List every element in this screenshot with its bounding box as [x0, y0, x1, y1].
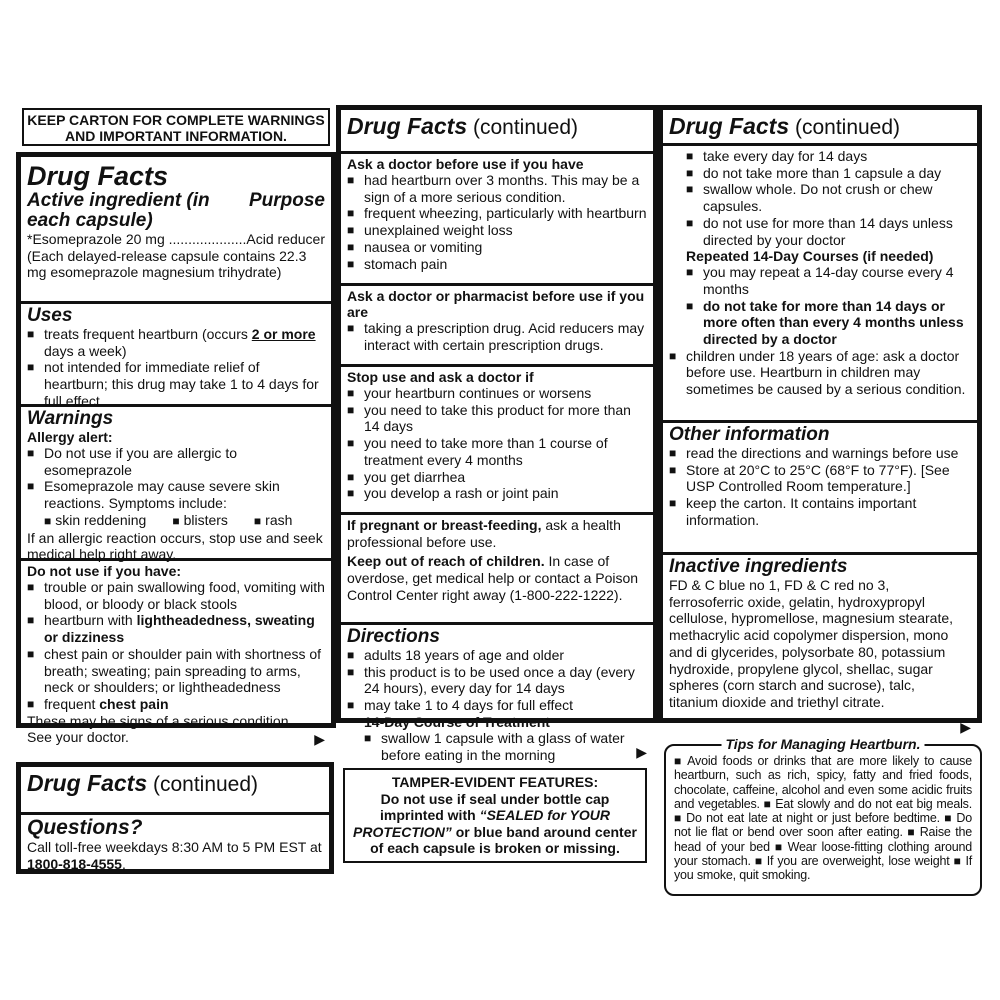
do-not-use-section	[21, 561, 331, 752]
panel-4-title: Drug Facts (continued)	[21, 767, 329, 815]
directions-item: ■ do not take more than 1 capsule a day	[686, 165, 971, 182]
questions-text: Call toll-free weekdays 8:30 AM to 5 PM EST at	[27, 839, 322, 855]
inactive-ingredients-heading: Inactive ingredients	[669, 556, 848, 577]
drug-facts-panel-3	[658, 105, 982, 735]
other-info-item: ■ read the directions and warnings before use	[669, 445, 971, 462]
ask-pharmacist-section	[341, 286, 653, 367]
ask-doctor-heading: Ask a doctor before use if you have	[347, 156, 584, 172]
stop-use-heading: Stop use and ask a doctor if	[347, 369, 534, 385]
keep-carton-line1: KEEP CARTON FOR COMPLETE WARNINGS	[27, 112, 325, 128]
repeated-item: ■ do not take for more than 14 days or more often than every 4 months unless directed by a doctor	[686, 298, 971, 348]
do-not-use-item: ■ heartburn with lightheadedness, sweating or dizziness	[27, 612, 325, 645]
directions-item: ■ take every day for 14 days	[686, 148, 971, 165]
uses-item: ■ not intended for immediate relief of heartburn; this drug may take 1 to 4 days for full effect	[27, 359, 325, 409]
tamper-text: Do not use if seal under bottle cap imprinted with “SEALED for YOUR PROTECTION” or blue band around center of each capsule is broken or missing.	[353, 790, 637, 856]
continue-arrow-icon: ▶	[636, 744, 647, 760]
ingredient-purpose: Acid reducer	[246, 231, 325, 247]
panel-2-title: Drug Facts (continued)	[341, 110, 653, 154]
course-item: ■ swallow 1 capsule with a glass of water before eating in the morning	[364, 730, 647, 763]
active-ingredient-section	[21, 157, 331, 304]
ask-doctor-item: ■ had heartburn over 3 months. This may be a sign of a more serious condition.	[347, 172, 647, 205]
ingredient-note: (Each delayed-release capsule contains 22.3 mg esomeprazole magnesium trihydrate)	[27, 247, 307, 281]
tips-heading: Tips for Managing Heartburn.	[722, 736, 925, 752]
allergy-item: ■ Do not use if you are allergic to esomeprazole	[27, 445, 325, 478]
pregnancy-text: If pregnant or breast-feeding, ask a health professional before use.	[347, 517, 621, 550]
drug-facts-panel-1	[16, 152, 336, 747]
warnings-section	[21, 407, 331, 561]
panel-3-title: Drug Facts (continued)	[669, 113, 901, 139]
continue-arrow-icon: ▶	[314, 731, 325, 747]
repeated-item: ■ you may repeat a 14-day course every 4 months	[686, 264, 971, 297]
keep-out-of-reach-text: Keep out of reach of children. In case of overdose, get medical help or contact a Poison Control Center right away (1-800-222-1222).	[347, 553, 639, 603]
drug-facts-panel-4	[16, 762, 334, 874]
ask-doctor-item: ■ stomach pain	[347, 256, 647, 273]
directions-item: ■ do not use for more than 14 days unless directed by your doctor	[686, 215, 971, 248]
allergy-item: ■ Esomeprazole may cause severe skin reactions. Symptoms include:	[27, 478, 325, 511]
uses-item: ■ treats frequent heartburn (occurs 2 or more days a week)	[27, 326, 325, 359]
directions-continued-section	[663, 143, 977, 423]
directions-item: ■ swallow whole. Do not crush or chew capsules.	[686, 181, 971, 214]
other-information-heading: Other information	[669, 424, 830, 445]
ask-pharmacist-item: ■ taking a prescription drug. Acid reducers may interact with certain prescription drugs.	[347, 320, 647, 353]
keep-carton-line2: AND IMPORTANT INFORMATION.	[65, 128, 287, 144]
tips-text: ■ Avoid foods or drinks that are more likely to cause heartburn, such as rich, spicy, fatty and fried foods, chocolate, caffeine, alcohol and even some acidic fruits and vegetables. ■ Eat slowly and do not eat big meals. ■ Do not eat late at night or just before bedtime. ■ Do not lie flat or bend over soon after eating. ■ Raise the head of your bed ■ Wear loose-fitting clothing around your stomach. ■ If you are overweight, lose weight ■ If you smoke, quit smoking.	[674, 754, 973, 883]
ingredient-name: *Esomeprazole 20 mg ....................	[27, 231, 247, 247]
pregnancy-section	[341, 515, 653, 625]
do-not-use-item: ■ frequent chest pain	[27, 696, 325, 713]
do-not-use-item: ■ chest pain or shoulder pain with shortness of breath; sweating; pain spreading to arms, neck or shoulders; or lightheadedness	[27, 646, 325, 696]
allergy-note: If an allergic reaction occurs, stop use and seek medical help right away.	[27, 529, 323, 563]
course-heading: 14-Day Course of Treatment	[364, 713, 550, 730]
uses-section	[21, 304, 331, 407]
stop-use-item: ■ you need to take this product for more than 14 days	[347, 402, 647, 435]
stop-use-item: ■ your heartburn continues or worsens	[347, 385, 647, 402]
other-info-item: ■ Store at 20°C to 25°C (68°F to 77°F). [See USP Controlled Room temperature.]	[669, 462, 971, 495]
other-info-item: ■ keep the carton. It contains important information.	[669, 495, 971, 528]
stop-use-item: ■ you get diarrhea	[347, 469, 647, 486]
tamper-heading: TAMPER-EVIDENT FEATURES:	[391, 774, 599, 790]
tips-box	[664, 736, 982, 896]
continue-arrow-icon: ▶	[960, 719, 971, 735]
stop-use-section	[341, 367, 653, 515]
children-item: ■ children under 18 years of age: ask a doctor before use. Heartburn in children may sometimes be caused by a serious condition.	[669, 348, 971, 398]
directions-section	[341, 625, 653, 765]
directions-item: ■ this product is to be used once a day (every 24 hours), every day for 14 days	[347, 664, 647, 697]
ask-pharmacist-heading: Ask a doctor or pharmacist before use if you are	[347, 288, 645, 320]
keep-carton-box	[22, 108, 330, 146]
stop-use-item: ■ you develop a rash or joint pain	[347, 485, 647, 502]
purpose-heading: Purpose	[248, 190, 325, 211]
stop-use-item: ■ you need to take more than 1 course of treatment every 4 months	[347, 435, 647, 468]
repeated-courses-heading: Repeated 14-Day Courses (if needed)	[686, 248, 934, 265]
other-information-section	[663, 423, 977, 555]
inactive-ingredients-text: FD & C blue no 1, FD & C red no 3, ferrosoferric oxide, gelatin, hydroxypropyl cellulose, hypromellose, magnesium stearate, methacrylic acid copolymer dispersion, mono and di glycerides, polysorbate 80, potassium hydroxide, propylene glycol, shellac, sugar spheres (corn starch and sucrose), talc, titanium dioxide and triethyl citrate.	[669, 577, 954, 710]
directions-item: ■ adults 18 years of age and older	[347, 647, 647, 664]
ask-doctor-item: ■ unexplained weight loss	[347, 222, 647, 239]
symptoms-row: ■ skin reddening ■ blisters ■ rash	[44, 511, 293, 528]
do-not-use-heading: Do not use if you have:	[27, 563, 182, 579]
tamper-evident-box	[343, 768, 647, 863]
panel-title: Drug Facts	[27, 161, 169, 191]
directions-item: ■ may take 1 to 4 days for full effect	[347, 697, 647, 714]
active-ingredient-heading: Active ingredient (in each capsule)	[27, 190, 210, 231]
warnings-heading: Warnings	[27, 408, 114, 429]
do-not-use-item: ■ trouble or pain swallowing food, vomiting with blood, or bloody or black stools	[27, 579, 325, 612]
questions-phone: 1800-818-4555.	[27, 855, 126, 872]
do-not-use-note: These may be signs of a serious condition. See your doctor.	[27, 712, 293, 746]
inactive-ingredients-section	[663, 555, 977, 740]
ask-doctor-item: ■ frequent wheezing, particularly with heartburn	[347, 205, 647, 222]
questions-heading: Questions?	[27, 816, 143, 839]
ask-doctor-item: ■ nausea or vomiting	[347, 239, 647, 256]
ask-doctor-section	[341, 154, 653, 286]
questions-section	[21, 815, 329, 875]
directions-heading: Directions	[347, 626, 440, 647]
drug-facts-panel-2	[336, 105, 658, 763]
uses-heading: Uses	[27, 305, 73, 326]
allergy-heading: Allergy alert:	[27, 429, 113, 445]
